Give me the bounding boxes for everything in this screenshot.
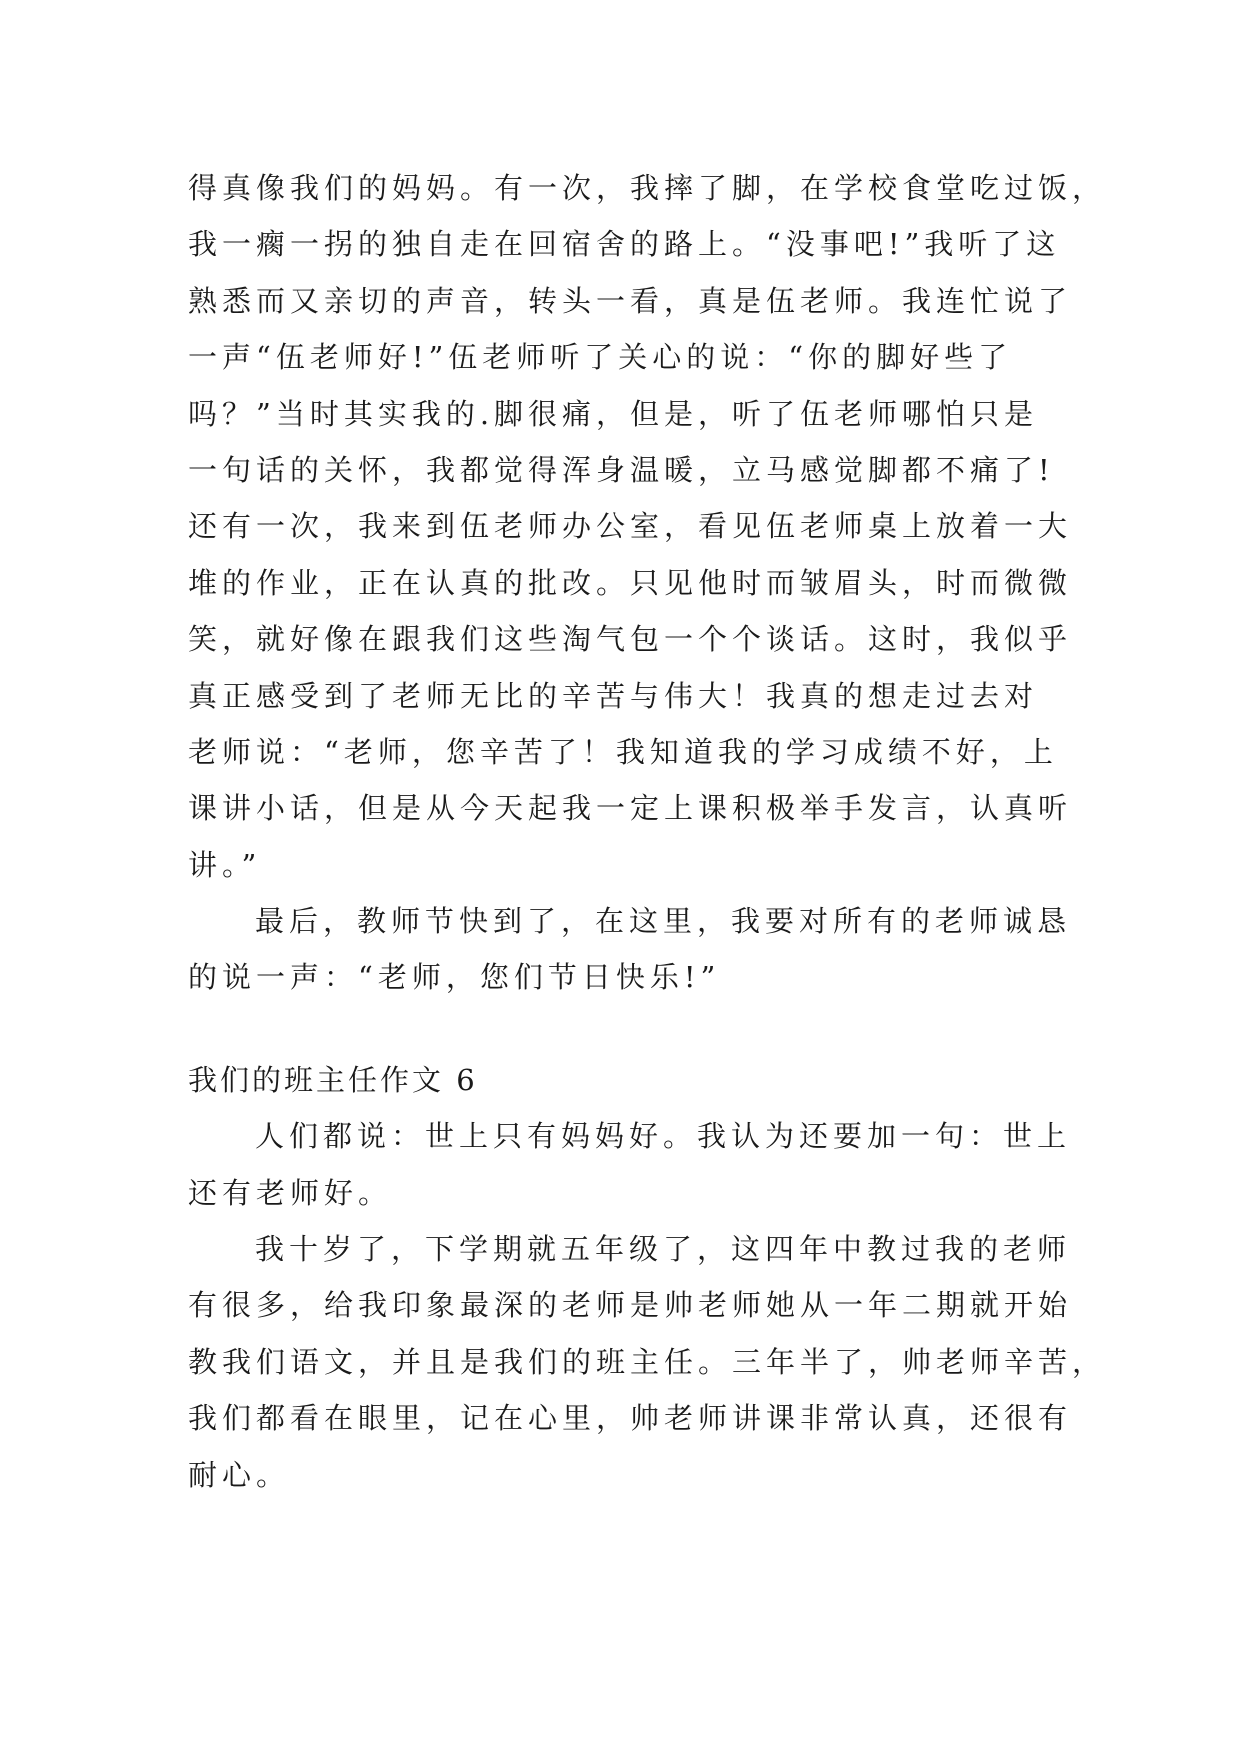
- text-line: 老师说：“老师，您辛苦了！我知道我的学习成绩不好，上: [188, 734, 1058, 769]
- text-line: 还有一次，我来到伍老师办公室，看见伍老师桌上放着一大: [188, 509, 1073, 544]
- text-line: 耐心。: [188, 1457, 291, 1492]
- paragraph-continued: [188, 160, 1107, 893]
- essay-title: 我们的班主任作文 6: [188, 1062, 478, 1097]
- text-line: 真正感受到了老师无比的辛苦与伟大！我真的想走过去对: [188, 678, 1039, 713]
- text-line: 还有老师好。: [188, 1175, 393, 1210]
- document-body: [188, 160, 1107, 1503]
- text-line: 我们都看在眼里，记在心里，帅老师讲课非常认真，还很有: [188, 1401, 1073, 1436]
- paragraph-intro: [188, 1108, 1072, 1221]
- text-line: 讲。”: [188, 847, 262, 882]
- section-gap: [188, 1006, 1058, 1052]
- text-line: 一句话的关怀，我都觉得浑身温暖，立马感觉脚都不痛了!: [188, 452, 1055, 487]
- text-line: 人们都说：世上只有妈妈好。我认为还要加一句：世上: [255, 1119, 1072, 1154]
- text-line: 我一瘸一拐的独自走在回宿舍的路上。“没事吧!”我听了这: [188, 227, 1061, 262]
- text-line: 熟悉而又亲切的声音，转头一看，真是伍老师。我连忙说了: [188, 283, 1073, 318]
- text-line: 笑，就好像在跟我们这些淘气包一个个谈话。这时，我似乎: [188, 622, 1073, 657]
- text-line: 一声“伍老师好!”伍老师听了关心的说：“你的脚好些了: [188, 340, 1013, 375]
- text-line: 最后，教师节快到了，在这里，我要对所有的老师诚恳: [255, 904, 1072, 939]
- text-line: 我十岁了，下学期就五年级了，这四年中教过我的老师: [255, 1232, 1072, 1267]
- text-line: 得真像我们的妈妈。有一次，我摔了脚，在学校食堂吃过饭，: [188, 171, 1107, 205]
- paragraph-body: [188, 1221, 1107, 1503]
- text-line: 吗？”当时其实我的.脚很痛，但是，听了伍老师哪怕只是: [188, 396, 1039, 431]
- text-line: 的说一声：“老师，您们节日快乐!”: [188, 960, 721, 995]
- text-line: 堆的作业，正在认真的批改。只见他时而皱眉头，时而微微: [188, 565, 1073, 600]
- text-line: 教我们语文，并且是我们的班主任。三年半了，帅老师辛苦，: [188, 1344, 1107, 1379]
- text-line: 有很多，给我印象最深的老师是帅老师她从一年二期就开始: [188, 1288, 1073, 1323]
- paragraph-closing: [188, 893, 1072, 1006]
- text-line: 课讲小话，但是从今天起我一定上课积极举手发言，认真听: [188, 791, 1073, 826]
